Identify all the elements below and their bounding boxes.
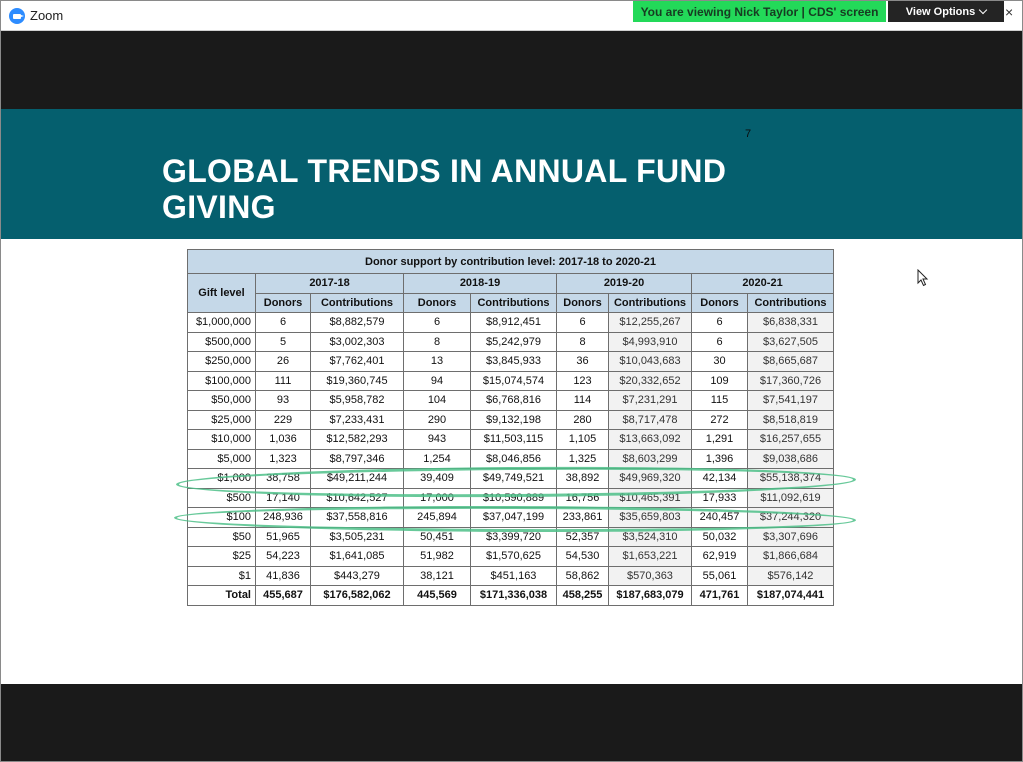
- donors-cell: 471,761: [692, 586, 748, 606]
- contributions-cell: $7,541,197: [748, 391, 834, 411]
- contributions-header: Contributions: [311, 293, 404, 313]
- contributions-cell: $16,257,655: [748, 430, 834, 450]
- view-options-label: View Options: [905, 5, 976, 18]
- donors-cell: 17,000: [404, 488, 471, 508]
- contributions-cell: $19,360,745: [311, 371, 404, 391]
- donors-cell: 30: [692, 352, 748, 372]
- contributions-cell: $5,958,782: [311, 391, 404, 411]
- donors-cell: 1,325: [557, 449, 609, 469]
- donors-cell: 51,982: [404, 547, 471, 567]
- contributions-cell: $12,255,267: [609, 313, 692, 333]
- donors-cell: 1,254: [404, 449, 471, 469]
- donors-cell: 62,919: [692, 547, 748, 567]
- contributions-cell: $3,307,696: [748, 527, 834, 547]
- table-row: [188, 566, 834, 586]
- donors-cell: 114: [557, 391, 609, 411]
- contributions-cell: $3,505,231: [311, 527, 404, 547]
- contributions-cell: $13,663,092: [609, 430, 692, 450]
- contributions-cell: $15,074,574: [471, 371, 557, 391]
- contributions-cell: $7,762,401: [311, 352, 404, 372]
- table-row: [188, 391, 834, 411]
- donors-cell: 6: [557, 313, 609, 333]
- table-row: [188, 430, 834, 450]
- donors-cell: 943: [404, 430, 471, 450]
- gift-level-cell: $25,000: [188, 410, 256, 430]
- contributions-cell: $9,132,198: [471, 410, 557, 430]
- donors-cell: 93: [256, 391, 311, 411]
- contributions-cell: $7,231,291: [609, 391, 692, 411]
- contributions-cell: $10,642,527: [311, 488, 404, 508]
- donors-cell: 6: [692, 313, 748, 333]
- contributions-cell: $576,142: [748, 566, 834, 586]
- donors-cell: 38,892: [557, 469, 609, 489]
- contributions-cell: $17,360,726: [748, 371, 834, 391]
- donors-cell: 109: [692, 371, 748, 391]
- contributions-cell: $8,603,299: [609, 449, 692, 469]
- donors-cell: 111: [256, 371, 311, 391]
- total-label: Total: [188, 586, 256, 606]
- table-row: [188, 547, 834, 567]
- donors-cell: 50,451: [404, 527, 471, 547]
- contributions-cell: $7,233,431: [311, 410, 404, 430]
- table-row: [188, 508, 834, 528]
- donors-cell: 8: [404, 332, 471, 352]
- contributions-cell: $176,582,062: [311, 586, 404, 606]
- contributions-header: Contributions: [471, 293, 557, 313]
- table-caption: Donor support by contribution level: 2017-18 to 2020-21: [188, 250, 834, 274]
- contributions-cell: $8,882,579: [311, 313, 404, 333]
- contributions-cell: $1,641,085: [311, 547, 404, 567]
- contributions-cell: $55,138,374: [748, 469, 834, 489]
- donors-cell: 1,396: [692, 449, 748, 469]
- contributions-cell: $8,912,451: [471, 313, 557, 333]
- donors-cell: 8: [557, 332, 609, 352]
- donors-cell: 94: [404, 371, 471, 391]
- donors-cell: 38,758: [256, 469, 311, 489]
- letterbox-bottom: [1, 684, 1023, 762]
- donors-cell: 42,134: [692, 469, 748, 489]
- table-row: [188, 332, 834, 352]
- donors-cell: 36: [557, 352, 609, 372]
- contributions-cell: $3,524,310: [609, 527, 692, 547]
- contributions-cell: $10,590,889: [471, 488, 557, 508]
- chevron-down-icon: [979, 6, 987, 14]
- contributions-cell: $6,768,816: [471, 391, 557, 411]
- contributions-cell: $443,279: [311, 566, 404, 586]
- gift-level-cell: $50,000: [188, 391, 256, 411]
- table-row: [188, 410, 834, 430]
- donors-header: Donors: [557, 293, 609, 313]
- donors-cell: 58,862: [557, 566, 609, 586]
- donors-cell: 17,933: [692, 488, 748, 508]
- donors-cell: 13: [404, 352, 471, 372]
- contributions-cell: $1,653,221: [609, 547, 692, 567]
- contributions-cell: $8,665,687: [748, 352, 834, 372]
- donors-header: Donors: [692, 293, 748, 313]
- title-bar: [1, 1, 1023, 31]
- gift-level-cell: $1,000: [188, 469, 256, 489]
- gift-level-cell: $10,000: [188, 430, 256, 450]
- gift-level-cell: $500,000: [188, 332, 256, 352]
- contributions-cell: $187,683,079: [609, 586, 692, 606]
- donors-cell: 1,105: [557, 430, 609, 450]
- year-header: 2018-19: [404, 274, 557, 294]
- table-body: [188, 313, 834, 606]
- contributions-cell: $8,046,856: [471, 449, 557, 469]
- donors-cell: 458,255: [557, 586, 609, 606]
- gift-level-cell: $100: [188, 508, 256, 528]
- contributions-cell: $3,002,303: [311, 332, 404, 352]
- table-row: [188, 527, 834, 547]
- donors-cell: 1,323: [256, 449, 311, 469]
- contributions-cell: $49,969,320: [609, 469, 692, 489]
- donors-cell: 6: [692, 332, 748, 352]
- donors-cell: 54,530: [557, 547, 609, 567]
- letterbox-top: [1, 31, 1023, 109]
- mouse-cursor-icon: [917, 269, 929, 287]
- donors-cell: 123: [557, 371, 609, 391]
- contributions-cell: $20,332,652: [609, 371, 692, 391]
- contributions-cell: $37,558,816: [311, 508, 404, 528]
- table-row: [188, 488, 834, 508]
- donors-cell: 51,965: [256, 527, 311, 547]
- contributions-header: Contributions: [609, 293, 692, 313]
- donors-cell: 26: [256, 352, 311, 372]
- gift-level-cell: $1,000,000: [188, 313, 256, 333]
- year-header: 2017-18: [256, 274, 404, 294]
- contributions-cell: $8,797,346: [311, 449, 404, 469]
- donors-cell: 245,894: [404, 508, 471, 528]
- donors-cell: 1,291: [692, 430, 748, 450]
- table-row: [188, 449, 834, 469]
- donors-cell: 55,061: [692, 566, 748, 586]
- contributions-cell: $5,242,979: [471, 332, 557, 352]
- contributions-cell: $3,399,720: [471, 527, 557, 547]
- screen-share-banner: You are viewing Nick Taylor | CDS' screen: [633, 1, 886, 22]
- gift-level-cell: $50: [188, 527, 256, 547]
- contributions-cell: $187,074,441: [748, 586, 834, 606]
- donors-cell: 240,457: [692, 508, 748, 528]
- donors-cell: 445,569: [404, 586, 471, 606]
- zoom-logo-icon: [9, 8, 25, 24]
- contributions-cell: $3,845,933: [471, 352, 557, 372]
- contributions-cell: $3,627,505: [748, 332, 834, 352]
- gift-level-cell: $5,000: [188, 449, 256, 469]
- donors-cell: 54,223: [256, 547, 311, 567]
- donors-cell: 455,687: [256, 586, 311, 606]
- gift-level-cell: $250,000: [188, 352, 256, 372]
- app-title: Zoom: [30, 8, 64, 23]
- slide-number: 7: [745, 128, 752, 140]
- contributions-cell: $49,749,521: [471, 469, 557, 489]
- table-row: [188, 313, 834, 333]
- donors-cell: 233,861: [557, 508, 609, 528]
- donors-cell: 38,121: [404, 566, 471, 586]
- close-icon[interactable]: ×: [1005, 4, 1014, 20]
- contributions-cell: $451,163: [471, 566, 557, 586]
- donors-cell: 248,936: [256, 508, 311, 528]
- contributions-cell: $9,038,686: [748, 449, 834, 469]
- contributions-cell: $570,363: [609, 566, 692, 586]
- donors-cell: 6: [404, 313, 471, 333]
- donors-header: Donors: [404, 293, 471, 313]
- contributions-cell: $1,570,625: [471, 547, 557, 567]
- donors-cell: 272: [692, 410, 748, 430]
- contributions-cell: $6,838,331: [748, 313, 834, 333]
- contributions-cell: $8,717,478: [609, 410, 692, 430]
- view-options-button[interactable]: [888, 1, 1004, 22]
- donors-cell: 290: [404, 410, 471, 430]
- contributions-cell: $11,503,115: [471, 430, 557, 450]
- donors-cell: 104: [404, 391, 471, 411]
- contributions-cell: $1,866,684: [748, 547, 834, 567]
- gift-level-cell: $1: [188, 566, 256, 586]
- donors-cell: 52,357: [557, 527, 609, 547]
- table-row: [188, 352, 834, 372]
- contributions-cell: $12,582,293: [311, 430, 404, 450]
- donors-cell: 280: [557, 410, 609, 430]
- donors-cell: 39,409: [404, 469, 471, 489]
- contributions-cell: $10,465,391: [609, 488, 692, 508]
- contributions-cell: $11,092,619: [748, 488, 834, 508]
- donors-cell: 6: [256, 313, 311, 333]
- contributions-cell: $37,047,199: [471, 508, 557, 528]
- contributions-cell: $35,659,803: [609, 508, 692, 528]
- table-total-row: [188, 586, 834, 606]
- donor-support-table: [187, 249, 834, 606]
- table-row: [188, 469, 834, 489]
- donors-cell: 229: [256, 410, 311, 430]
- donors-cell: 17,140: [256, 488, 311, 508]
- table-row: [188, 371, 834, 391]
- donors-cell: 16,756: [557, 488, 609, 508]
- gift-level-cell: $100,000: [188, 371, 256, 391]
- donors-cell: 5: [256, 332, 311, 352]
- donors-cell: 1,036: [256, 430, 311, 450]
- year-header: 2019-20: [557, 274, 692, 294]
- contributions-cell: $171,336,038: [471, 586, 557, 606]
- contributions-cell: $10,043,683: [609, 352, 692, 372]
- contributions-cell: $37,244,320: [748, 508, 834, 528]
- contributions-header: Contributions: [748, 293, 834, 313]
- donors-header: Donors: [256, 293, 311, 313]
- contributions-cell: $8,518,819: [748, 410, 834, 430]
- slide-title: GLOBAL TRENDS IN ANNUAL FUND GIVING: [162, 153, 727, 225]
- gift-level-cell: $500: [188, 488, 256, 508]
- gift-level-cell: $25: [188, 547, 256, 567]
- donors-cell: 115: [692, 391, 748, 411]
- gift-level-header: Gift level: [188, 274, 256, 313]
- contributions-cell: $49,211,244: [311, 469, 404, 489]
- donors-cell: 41,836: [256, 566, 311, 586]
- year-header: 2020-21: [692, 274, 834, 294]
- donors-cell: 50,032: [692, 527, 748, 547]
- contributions-cell: $4,993,910: [609, 332, 692, 352]
